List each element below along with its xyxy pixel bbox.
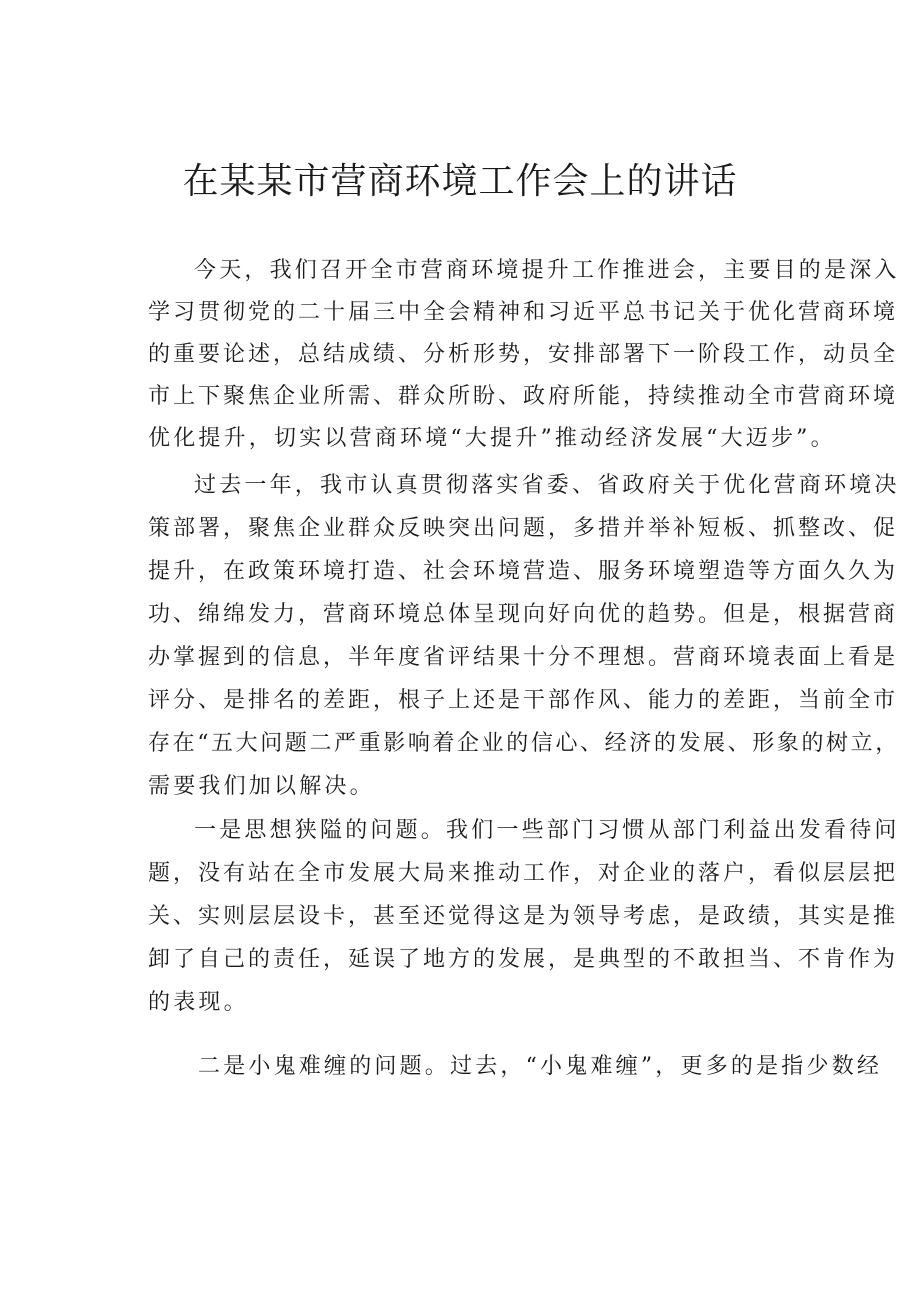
text-line: 二是小鬼难缠的问题。过去，“小鬼难缠”，更多的是指少数经 — [198, 1054, 883, 1079]
text-line: 功、绵绵发力，营商环境总体呈现向好向优的趋势。但是，根据营商 — [148, 602, 899, 627]
text-line: 关、实则层层设卡，甚至还觉得这是为领导考虑，是政绩，其实是推 — [148, 904, 899, 929]
text-line: 需要我们加以解决。 — [148, 774, 375, 799]
text-line: 一是思想狭隘的问题。我们一些部门习惯从部门利益出发看待问 — [194, 818, 900, 843]
text-line: 存在“五大问题二严重影响着企业的信心、经济的发展、形象的树立， — [148, 731, 900, 756]
text-line: 市上下聚焦企业所需、群众所盼、政府所能，持续推动全市营商环境 — [148, 384, 899, 409]
text-line: 的重要论述，总结成绩、分析形势，安排部署下一阶段工作，动员全 — [148, 342, 899, 367]
text-line: 今天，我们召开全市营商环境提升工作推进会，主要目的是深入 — [194, 258, 900, 283]
text-line: 卸了自己的责任，延误了地方的发展，是典型的不敢担当、不肯作为 — [148, 947, 899, 972]
text-line: 办掌握到的信息，半年度省评结果十分不理想。营商环境表面上看是 — [148, 645, 899, 670]
text-line: 策部署，聚焦企业群众反映突出问题，多措并举补短板、抓整改、促 — [148, 516, 899, 541]
text-line: 学习贯彻党的二十届三中全会精神和习近平总书记关于优化营商环境 — [148, 300, 899, 325]
text-line: 提升，在政策环境打造、社会环境营造、服务环境塑造等方面久久为 — [148, 559, 899, 584]
text-line: 优化提升，切实以营商环境“大提升”推动经济发展“大迈步”。 — [148, 426, 836, 451]
text-line: 题，没有站在全市发展大局来推动工作，对企业的落户，看似层层把 — [148, 861, 899, 886]
text-line: 过去一年，我市认真贯彻落实省委、省政府关于优化营商环境决 — [194, 473, 900, 498]
document-title: 在某某市营商环境工作会上的讲话 — [182, 161, 738, 202]
text-line: 评分、是排名的差距，根子上还是干部作风、能力的差距，当前全市 — [148, 688, 899, 713]
text-line: 的表现。 — [148, 990, 249, 1015]
